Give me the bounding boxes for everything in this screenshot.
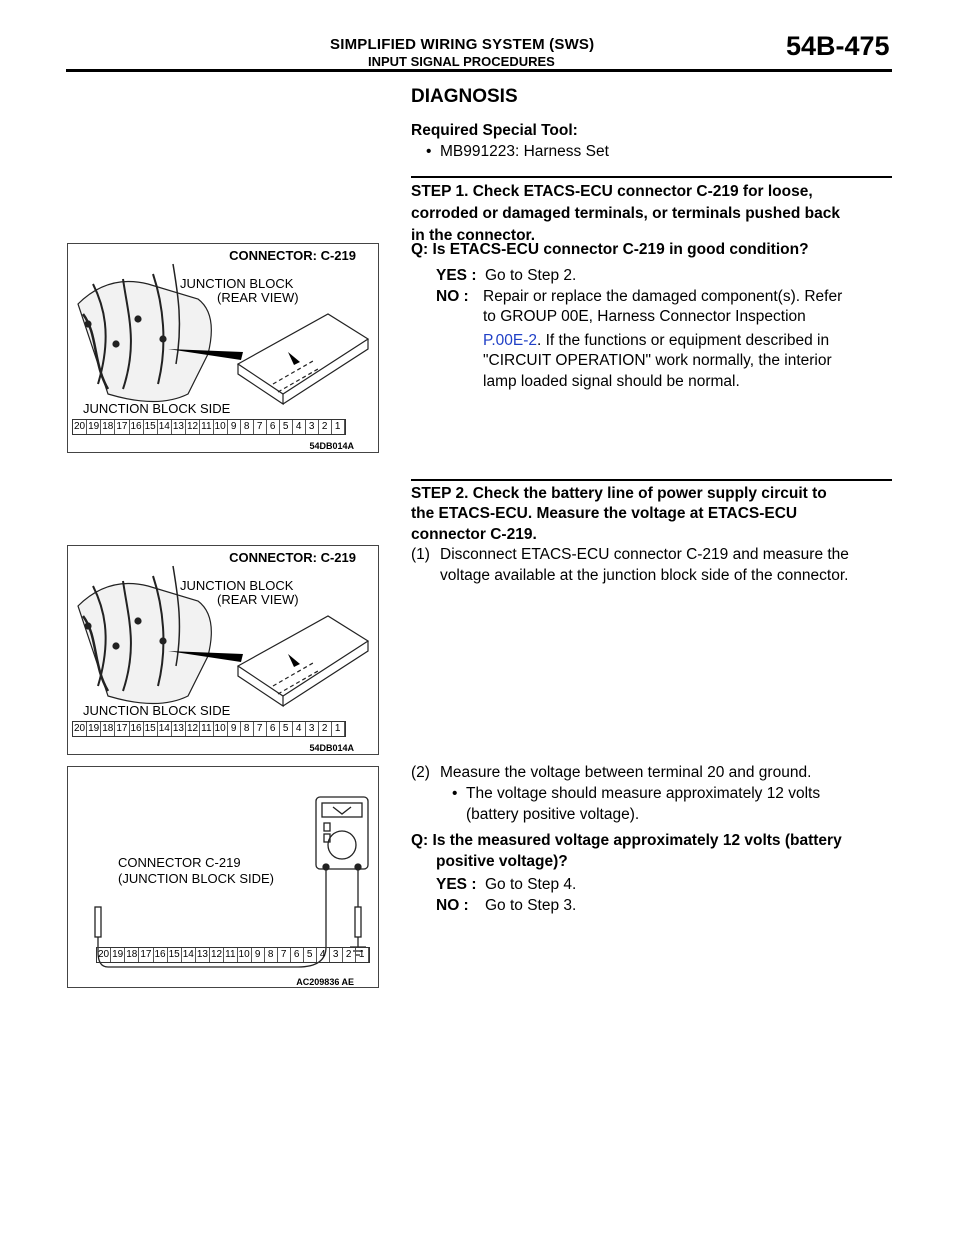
step1-no-line5: lamp loaded signal should be normal.: [483, 373, 740, 390]
connector-pin: 18: [102, 421, 114, 432]
step2-rule: [411, 479, 892, 481]
connector-pin: 6: [291, 948, 304, 962]
connector-pin: 20: [74, 723, 86, 734]
step2-sub2-number: (2): [411, 764, 430, 781]
connector-pin: 3: [330, 948, 343, 962]
section-title: SIMPLIFIED WIRING SYSTEM (SWS): [330, 36, 595, 53]
connector-pin: 9: [252, 948, 265, 962]
connector-pin: 13: [172, 421, 184, 432]
step2-sub1-line2: voltage available at the junction block side of the connector.: [440, 567, 849, 584]
step1-no-line3: P.00E-2. If the functions or equipment described in: [483, 332, 830, 349]
page-number: 54B-475: [786, 31, 890, 61]
connector-pin: 1: [332, 722, 345, 736]
connector-pin: 4: [293, 722, 306, 736]
figure-voltmeter-measurement: [67, 766, 379, 988]
connector-pin: 8: [265, 948, 278, 962]
connector-pin: 1: [356, 948, 369, 962]
step1-title-line2: corroded or damaged terminals, or terminals pushed back: [411, 205, 840, 222]
figure-code: AC209836 AE: [296, 977, 354, 987]
section-subtitle: INPUT SIGNAL PROCEDURES: [368, 54, 555, 69]
connector-pin: 16: [154, 949, 166, 960]
junction-block-label: JUNCTION BLOCK: [180, 276, 294, 291]
connector-pin: 12: [211, 949, 223, 960]
connector-pin: 13: [172, 723, 184, 734]
pin-row: [72, 721, 346, 737]
connector-pin: 2: [319, 420, 332, 434]
connector-pin: 18: [102, 723, 114, 734]
step2-no-text: Go to Step 3.: [485, 897, 577, 914]
connector-pin: 16: [130, 421, 142, 432]
step2-no-label: NO :: [436, 897, 469, 914]
connector-label: CONNECTOR: C-219: [229, 248, 356, 263]
header-rule: [66, 69, 892, 72]
connector-pin: 10: [238, 949, 250, 960]
tool-item: • MB991223: Harness Set: [440, 141, 609, 163]
step2-question-line1: Q: Is the measured voltage approximately 12 volts (battery: [411, 832, 842, 849]
connector-pin: 19: [88, 723, 100, 734]
step2-title-line2: the ETACS-ECU. Measure the voltage at ETACS-ECU: [411, 505, 798, 522]
group-00e-link[interactable]: P.00E-2: [483, 332, 538, 349]
step2-title-line1: STEP 2. Check the battery line of power supply circuit to: [411, 485, 827, 502]
step2-sub1-line1: Disconnect ETACS-ECU connector C-219 and measure the: [440, 546, 849, 563]
connector-pin: 14: [158, 723, 170, 734]
connector-pin: 10: [214, 723, 226, 734]
connector-pin: 6: [267, 722, 280, 736]
connector-pin: 17: [116, 421, 128, 432]
diagnosis-heading: DIAGNOSIS: [411, 86, 518, 107]
connector-pin: 5: [280, 420, 293, 434]
step2-yes-label: YES :: [436, 876, 477, 893]
connector-pin: 15: [168, 949, 180, 960]
connector-pin: 4: [317, 948, 330, 962]
junction-block-side-label: JUNCTION BLOCK SIDE: [83, 703, 231, 718]
step1-no-label: NO :: [436, 288, 469, 305]
connector-pin: 8: [241, 420, 254, 434]
connector-pin: 7: [254, 722, 267, 736]
step1-rule: [411, 176, 892, 178]
connector-pin: 3: [306, 722, 319, 736]
step1-no-line4: "CIRCUIT OPERATION" work normally, the interior: [483, 352, 832, 369]
step2-sub2-text: Measure the voltage between terminal 20 and ground.: [440, 764, 812, 781]
connector-pin: 19: [88, 421, 100, 432]
step2-title-line3: connector C-219.: [411, 526, 537, 543]
step2-bullet-line1: • The voltage should measure approximately 12 volts: [466, 783, 820, 805]
connector-pin: 5: [304, 948, 317, 962]
connector-label: CONNECTOR: C-219: [229, 550, 356, 565]
connector-pin: 13: [196, 949, 208, 960]
step2-sub1-number: (1): [411, 546, 430, 563]
connector-pin: 18: [126, 949, 138, 960]
connector-pin: 15: [144, 421, 156, 432]
step2-bullet-line2: (battery positive voltage).: [466, 806, 640, 823]
connector-pin: 14: [158, 421, 170, 432]
connector-pin: 8: [241, 722, 254, 736]
connector-c219-label: CONNECTOR C-219: [118, 855, 241, 870]
step1-no-line1: Repair or replace the damaged component(s). Refer: [483, 288, 843, 305]
connector-pin: 15: [144, 723, 156, 734]
connector-pin: 1: [332, 420, 345, 434]
connector-pin: 9: [228, 722, 241, 736]
junction-block-side-label: JUNCTION BLOCK SIDE: [83, 401, 231, 416]
connector-pin: 11: [225, 949, 236, 960]
rear-view-label: (REAR VIEW): [217, 592, 299, 607]
connector-pin: 6: [267, 420, 280, 434]
connector-pin: 7: [278, 948, 291, 962]
figure-code: 54DB014A: [309, 743, 354, 753]
step1-yes-text: Go to Step 2.: [485, 267, 577, 284]
connector-pin: 2: [319, 722, 332, 736]
connector-pin: 5: [280, 722, 293, 736]
figure-connector-c219-b: [67, 545, 379, 755]
step2-question-line2: positive voltage)?: [436, 853, 568, 870]
connector-pin: 4: [293, 420, 306, 434]
figure-connector-c219-a: [67, 243, 379, 453]
connector-pin: 20: [98, 949, 110, 960]
step2-yes-text: Go to Step 4.: [485, 876, 577, 893]
step1-yes-label: YES :: [436, 267, 477, 284]
connector-pin: 12: [187, 723, 199, 734]
figure-code: 54DB014A: [309, 441, 354, 451]
connector-pin: 19: [112, 949, 124, 960]
connector-pin: 7: [254, 420, 267, 434]
connector-pin: 11: [201, 421, 212, 432]
connector-pin: 16: [130, 723, 142, 734]
connector-pin: 10: [214, 421, 226, 432]
pin-row: [96, 947, 370, 963]
connector-pin: 2: [343, 948, 356, 962]
rear-view-label: (REAR VIEW): [217, 290, 299, 305]
pin-row: [72, 419, 346, 435]
connector-pin: 17: [116, 723, 128, 734]
tool-label: Required Special Tool:: [411, 122, 578, 139]
step1-title-line3: in the connector.: [411, 227, 536, 244]
junction-block-label: JUNCTION BLOCK: [180, 578, 294, 593]
junction-block-side-label: (JUNCTION BLOCK SIDE): [118, 871, 275, 886]
step1-title-line1: STEP 1. Check ETACS-ECU connector C-219 for loose,: [411, 183, 813, 200]
connector-pin: 9: [228, 420, 241, 434]
step1-no-line2: to GROUP 00E, Harness Connector Inspection: [483, 308, 806, 325]
connector-pin: 20: [74, 421, 86, 432]
connector-pin: 3: [306, 420, 319, 434]
connector-pin: 12: [187, 421, 199, 432]
connector-pin: 11: [201, 723, 212, 734]
connector-pin: 17: [140, 949, 152, 960]
step1-question: Q: Is ETACS-ECU connector C-219 in good condition?: [411, 241, 809, 258]
connector-pin: 14: [182, 949, 194, 960]
